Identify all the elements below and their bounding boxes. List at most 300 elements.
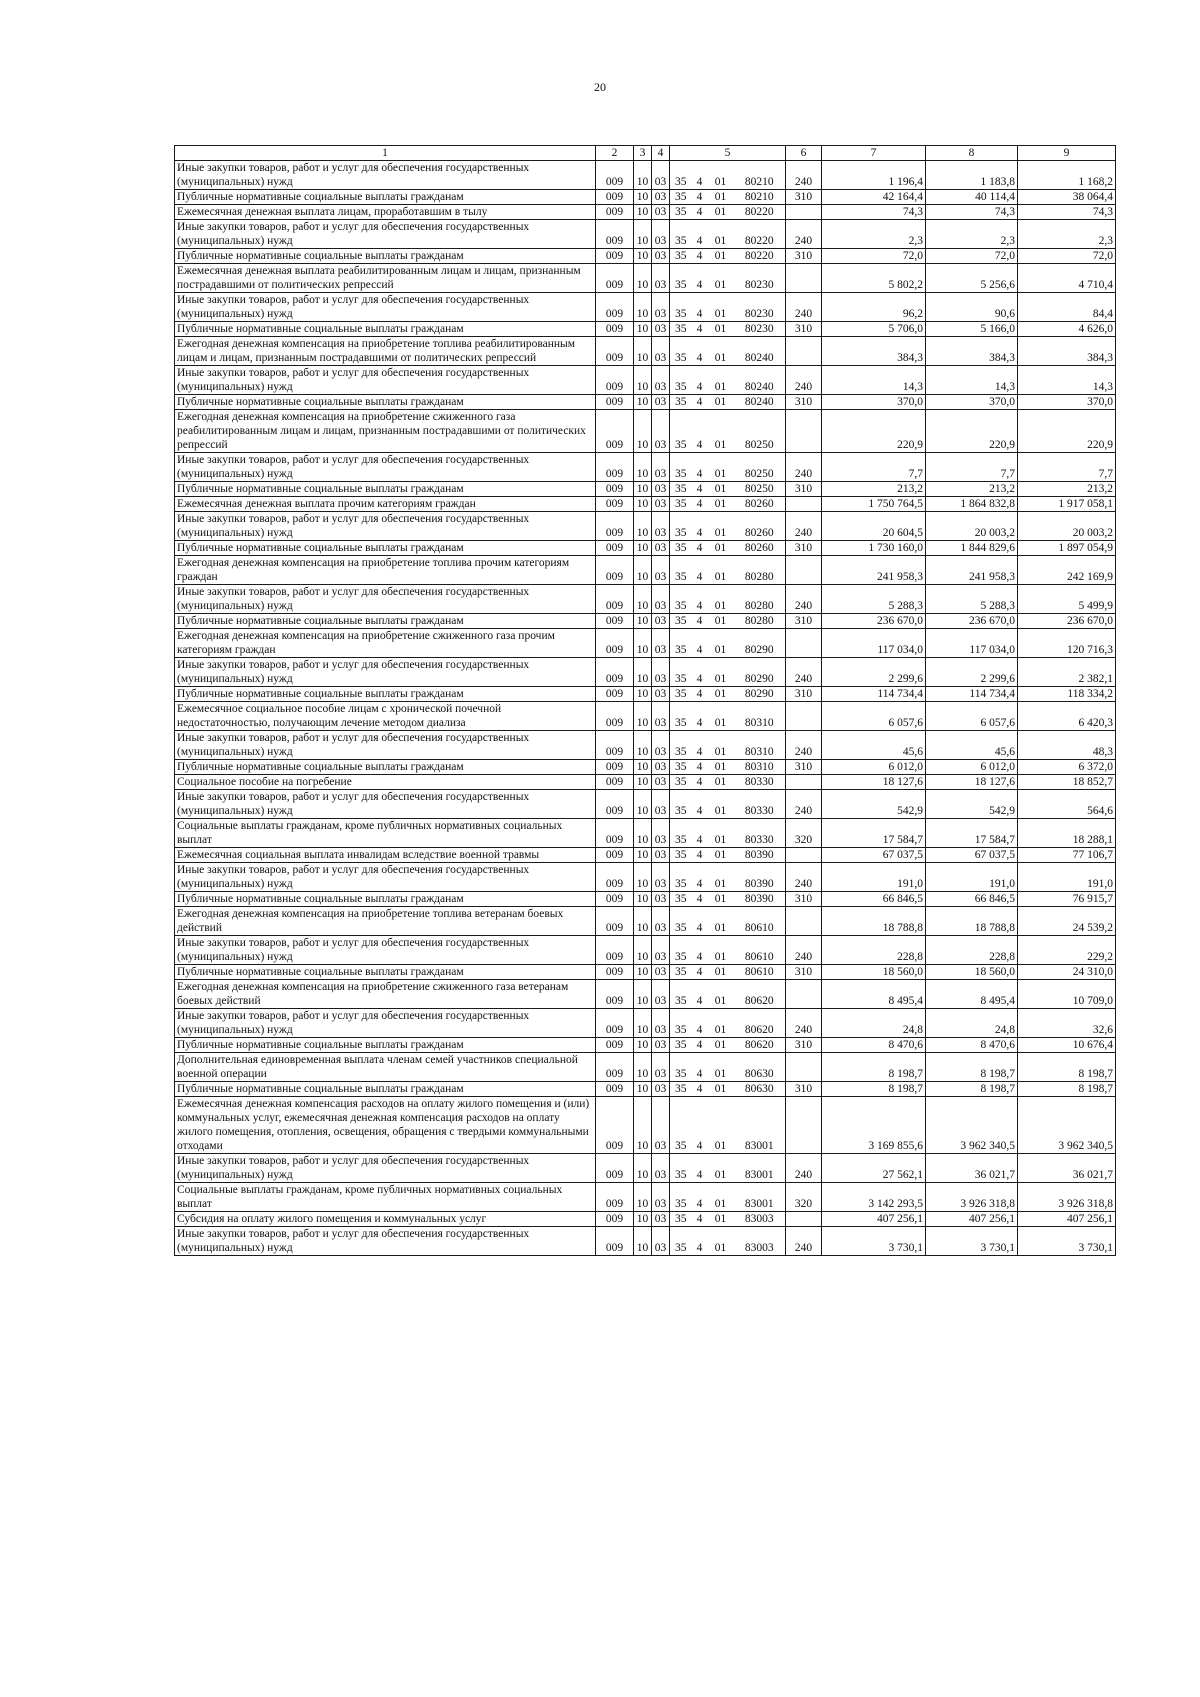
amount-col-8-cell: 40 114,4 — [926, 190, 1018, 205]
target-article-part-2: 4 — [692, 819, 708, 848]
section-code-cell: 10 — [634, 322, 652, 337]
target-article-part-3: 01 — [708, 1082, 734, 1097]
subsection-code-cell: 03 — [652, 497, 670, 512]
ministry-code-cell: 009 — [596, 892, 634, 907]
target-article-part-1: 35 — [670, 1097, 692, 1154]
target-article-part-2: 4 — [692, 482, 708, 497]
target-article-part-1: 35 — [670, 629, 692, 658]
target-article-part-1: 35 — [670, 892, 692, 907]
ministry-code-cell: 009 — [596, 322, 634, 337]
row-name-cell: Ежегодная денежная компенсация на приобретение топлива прочим категориям граждан — [175, 556, 596, 585]
amount-col-7-cell: 45,6 — [822, 731, 926, 760]
ministry-code-cell: 009 — [596, 1183, 634, 1212]
section-code-cell: 10 — [634, 848, 652, 863]
target-article-part-4: 80250 — [734, 482, 786, 497]
ministry-code-cell: 009 — [596, 249, 634, 264]
ministry-code-cell: 009 — [596, 205, 634, 220]
target-article-part-3: 01 — [708, 541, 734, 556]
section-code-cell: 10 — [634, 980, 652, 1009]
ministry-code-cell: 009 — [596, 760, 634, 775]
expense-type-cell — [786, 264, 822, 293]
expense-type-cell: 310 — [786, 395, 822, 410]
ministry-code-cell: 009 — [596, 1009, 634, 1038]
row-name-cell: Ежегодная денежная компенсация на приобретение сжиженного газа ветеранам боевых действий — [175, 980, 596, 1009]
target-article-part-1: 35 — [670, 205, 692, 220]
amount-col-9-cell: 4 710,4 — [1018, 264, 1116, 293]
target-article-part-1: 35 — [670, 482, 692, 497]
ministry-code-cell: 009 — [596, 1154, 634, 1183]
amount-col-7-cell: 5 802,2 — [822, 264, 926, 293]
section-code-cell: 10 — [634, 629, 652, 658]
amount-col-8-cell: 220,9 — [926, 410, 1018, 453]
amount-col-8-cell: 8 495,4 — [926, 980, 1018, 1009]
target-article-part-1: 35 — [670, 220, 692, 249]
header-cell: 9 — [1018, 146, 1116, 161]
header-cell: 3 — [634, 146, 652, 161]
subsection-code-cell: 03 — [652, 249, 670, 264]
table-row — [175, 907, 1116, 936]
ministry-code-cell: 009 — [596, 541, 634, 556]
ministry-code-cell: 009 — [596, 658, 634, 687]
table-row — [175, 1097, 1116, 1154]
target-article-part-3: 01 — [708, 1009, 734, 1038]
amount-col-8-cell: 90,6 — [926, 293, 1018, 322]
amount-col-7-cell: 96,2 — [822, 293, 926, 322]
row-name-cell: Публичные нормативные социальные выплаты гражданам — [175, 482, 596, 497]
expense-type-cell: 310 — [786, 482, 822, 497]
amount-col-7-cell: 24,8 — [822, 1009, 926, 1038]
target-article-part-1: 35 — [670, 1154, 692, 1183]
subsection-code-cell: 03 — [652, 585, 670, 614]
section-code-cell: 10 — [634, 863, 652, 892]
table-row — [175, 220, 1116, 249]
expense-type-cell: 320 — [786, 819, 822, 848]
amount-col-7-cell: 407 256,1 — [822, 1212, 926, 1227]
amount-col-8-cell: 20 003,2 — [926, 512, 1018, 541]
amount-col-7-cell: 384,3 — [822, 337, 926, 366]
ministry-code-cell: 009 — [596, 1212, 634, 1227]
target-article-part-1: 35 — [670, 1053, 692, 1082]
expense-type-cell: 240 — [786, 1227, 822, 1256]
target-article-part-2: 4 — [692, 556, 708, 585]
expense-type-cell: 310 — [786, 892, 822, 907]
row-name-cell: Иные закупки товаров, работ и услуг для обеспечения государственных (муниципальных) нужд — [175, 512, 596, 541]
target-article-part-1: 35 — [670, 337, 692, 366]
target-article-part-2: 4 — [692, 190, 708, 205]
ministry-code-cell: 009 — [596, 790, 634, 819]
subsection-code-cell: 03 — [652, 293, 670, 322]
amount-col-7-cell: 1 196,4 — [822, 161, 926, 190]
subsection-code-cell: 03 — [652, 702, 670, 731]
amount-col-9-cell: 74,3 — [1018, 205, 1116, 220]
target-article-part-1: 35 — [670, 614, 692, 629]
amount-col-8-cell: 241 958,3 — [926, 556, 1018, 585]
amount-col-9-cell: 48,3 — [1018, 731, 1116, 760]
row-name-cell: Иные закупки товаров, работ и услуг для обеспечения государственных (муниципальных) нужд — [175, 1154, 596, 1183]
target-article-part-2: 4 — [692, 410, 708, 453]
target-article-part-3: 01 — [708, 731, 734, 760]
target-article-part-3: 01 — [708, 293, 734, 322]
ministry-code-cell: 009 — [596, 775, 634, 790]
target-article-part-1: 35 — [670, 322, 692, 337]
expense-type-cell — [786, 848, 822, 863]
amount-col-8-cell: 542,9 — [926, 790, 1018, 819]
target-article-part-4: 80220 — [734, 205, 786, 220]
table-row — [175, 965, 1116, 980]
ministry-code-cell: 009 — [596, 337, 634, 366]
expense-type-cell: 240 — [786, 1154, 822, 1183]
header-cell: 1 — [175, 146, 596, 161]
section-code-cell: 10 — [634, 658, 652, 687]
section-code-cell: 10 — [634, 1227, 652, 1256]
target-article-part-3: 01 — [708, 1227, 734, 1256]
table-row — [175, 161, 1116, 190]
table-row — [175, 264, 1116, 293]
target-article-part-4: 80280 — [734, 556, 786, 585]
row-name-cell: Ежегодная денежная компенсация на приобретение сжиженного газа реабилитированным лицам и лицам, признанным пострадавшими от политических репрессий — [175, 410, 596, 453]
target-article-part-4: 80630 — [734, 1053, 786, 1082]
amount-col-9-cell: 213,2 — [1018, 482, 1116, 497]
header-cell: 4 — [652, 146, 670, 161]
target-article-part-4: 83001 — [734, 1154, 786, 1183]
subsection-code-cell: 03 — [652, 556, 670, 585]
target-article-part-4: 80330 — [734, 775, 786, 790]
section-code-cell: 10 — [634, 395, 652, 410]
table-row — [175, 497, 1116, 512]
amount-col-9-cell: 38 064,4 — [1018, 190, 1116, 205]
table-row — [175, 614, 1116, 629]
row-name-cell: Иные закупки товаров, работ и услуг для обеспечения государственных (муниципальных) нужд — [175, 658, 596, 687]
amount-col-7-cell: 3 730,1 — [822, 1227, 926, 1256]
amount-col-8-cell: 66 846,5 — [926, 892, 1018, 907]
subsection-code-cell: 03 — [652, 410, 670, 453]
ministry-code-cell: 009 — [596, 819, 634, 848]
expense-type-cell — [786, 205, 822, 220]
row-name-cell: Публичные нормативные социальные выплаты гражданам — [175, 892, 596, 907]
subsection-code-cell: 03 — [652, 614, 670, 629]
target-article-part-3: 01 — [708, 848, 734, 863]
subsection-code-cell: 03 — [652, 760, 670, 775]
target-article-part-2: 4 — [692, 220, 708, 249]
target-article-part-3: 01 — [708, 264, 734, 293]
amount-col-8-cell: 1 844 829,6 — [926, 541, 1018, 556]
row-name-cell: Ежемесячная денежная выплата лицам, проработавшим в тылу — [175, 205, 596, 220]
target-article-part-4: 80390 — [734, 863, 786, 892]
section-code-cell: 10 — [634, 614, 652, 629]
expense-type-cell — [786, 980, 822, 1009]
table-row — [175, 395, 1116, 410]
section-code-cell: 10 — [634, 556, 652, 585]
subsection-code-cell: 03 — [652, 819, 670, 848]
row-name-cell: Публичные нормативные социальные выплаты гражданам — [175, 965, 596, 980]
ministry-code-cell: 009 — [596, 264, 634, 293]
target-article-part-4: 80280 — [734, 585, 786, 614]
target-article-part-4: 80220 — [734, 220, 786, 249]
amount-col-8-cell: 8 470,6 — [926, 1038, 1018, 1053]
target-article-part-4: 80330 — [734, 790, 786, 819]
amount-col-8-cell: 3 962 340,5 — [926, 1097, 1018, 1154]
target-article-part-4: 80210 — [734, 190, 786, 205]
ministry-code-cell: 009 — [596, 512, 634, 541]
section-code-cell: 10 — [634, 819, 652, 848]
expense-type-cell: 310 — [786, 760, 822, 775]
amount-col-8-cell: 5 288,3 — [926, 585, 1018, 614]
subsection-code-cell: 03 — [652, 482, 670, 497]
table-row — [175, 1212, 1116, 1227]
row-name-cell: Публичные нормативные социальные выплаты гражданам — [175, 249, 596, 264]
row-name-cell: Ежемесячная денежная выплата реабилитированным лицам и лицам, признанным пострадавшими от политических репрессий — [175, 264, 596, 293]
subsection-code-cell: 03 — [652, 395, 670, 410]
amount-col-7-cell: 114 734,4 — [822, 687, 926, 702]
target-article-part-1: 35 — [670, 264, 692, 293]
amount-col-9-cell: 1 168,2 — [1018, 161, 1116, 190]
target-article-part-3: 01 — [708, 220, 734, 249]
table-row — [175, 293, 1116, 322]
target-article-part-2: 4 — [692, 337, 708, 366]
table-row — [175, 1082, 1116, 1097]
amount-col-8-cell: 117 034,0 — [926, 629, 1018, 658]
amount-col-8-cell: 236 670,0 — [926, 614, 1018, 629]
expense-type-cell — [786, 702, 822, 731]
table-row — [175, 190, 1116, 205]
amount-col-7-cell: 74,3 — [822, 205, 926, 220]
subsection-code-cell: 03 — [652, 1053, 670, 1082]
subsection-code-cell: 03 — [652, 863, 670, 892]
row-name-cell: Социальное пособие на погребение — [175, 775, 596, 790]
expense-type-cell: 310 — [786, 322, 822, 337]
amount-col-7-cell: 241 958,3 — [822, 556, 926, 585]
target-article-part-4: 83003 — [734, 1212, 786, 1227]
ministry-code-cell: 009 — [596, 366, 634, 395]
amount-col-9-cell: 3 962 340,5 — [1018, 1097, 1116, 1154]
target-article-part-2: 4 — [692, 395, 708, 410]
target-article-part-4: 80330 — [734, 819, 786, 848]
target-article-part-1: 35 — [670, 410, 692, 453]
target-article-part-4: 80290 — [734, 629, 786, 658]
target-article-part-3: 01 — [708, 936, 734, 965]
target-article-part-2: 4 — [692, 790, 708, 819]
amount-col-7-cell: 8 198,7 — [822, 1082, 926, 1097]
row-name-cell: Публичные нормативные социальные выплаты гражданам — [175, 1082, 596, 1097]
amount-col-7-cell: 6 057,6 — [822, 702, 926, 731]
row-name-cell: Публичные нормативные социальные выплаты гражданам — [175, 1038, 596, 1053]
target-article-part-4: 80620 — [734, 980, 786, 1009]
row-name-cell: Ежемесячная социальная выплата инвалидам вследствие военной травмы — [175, 848, 596, 863]
target-article-part-1: 35 — [670, 249, 692, 264]
subsection-code-cell: 03 — [652, 1082, 670, 1097]
subsection-code-cell: 03 — [652, 512, 670, 541]
target-article-part-3: 01 — [708, 512, 734, 541]
expense-type-cell: 310 — [786, 687, 822, 702]
target-article-part-4: 80260 — [734, 512, 786, 541]
amount-col-9-cell: 1 917 058,1 — [1018, 497, 1116, 512]
target-article-part-4: 80290 — [734, 687, 786, 702]
expense-type-cell: 310 — [786, 1082, 822, 1097]
subsection-code-cell: 03 — [652, 980, 670, 1009]
row-name-cell: Иные закупки товаров, работ и услуг для обеспечения государственных (муниципальных) нужд — [175, 731, 596, 760]
target-article-part-1: 35 — [670, 702, 692, 731]
expense-type-cell: 240 — [786, 585, 822, 614]
row-name-cell: Публичные нормативные социальные выплаты гражданам — [175, 760, 596, 775]
target-article-part-4: 80620 — [734, 1038, 786, 1053]
amount-col-7-cell: 6 012,0 — [822, 760, 926, 775]
amount-col-7-cell: 17 584,7 — [822, 819, 926, 848]
table-row — [175, 1154, 1116, 1183]
target-article-part-2: 4 — [692, 1082, 708, 1097]
section-code-cell: 10 — [634, 1009, 652, 1038]
section-code-cell: 10 — [634, 907, 652, 936]
header-cell: 8 — [926, 146, 1018, 161]
target-article-part-4: 80220 — [734, 249, 786, 264]
section-code-cell: 10 — [634, 482, 652, 497]
target-article-part-4: 80310 — [734, 702, 786, 731]
amount-col-7-cell: 3 142 293,5 — [822, 1183, 926, 1212]
expense-type-cell — [786, 410, 822, 453]
subsection-code-cell: 03 — [652, 1183, 670, 1212]
expense-type-cell: 240 — [786, 731, 822, 760]
target-article-part-4: 83001 — [734, 1097, 786, 1154]
amount-col-8-cell: 5 256,6 — [926, 264, 1018, 293]
target-article-part-2: 4 — [692, 629, 708, 658]
target-article-part-4: 80230 — [734, 293, 786, 322]
target-article-part-2: 4 — [692, 205, 708, 220]
target-article-part-2: 4 — [692, 936, 708, 965]
target-article-part-2: 4 — [692, 1212, 708, 1227]
target-article-part-3: 01 — [708, 775, 734, 790]
amount-col-9-cell: 118 334,2 — [1018, 687, 1116, 702]
target-article-part-4: 80250 — [734, 410, 786, 453]
target-article-part-3: 01 — [708, 453, 734, 482]
amount-col-8-cell: 2,3 — [926, 220, 1018, 249]
ministry-code-cell: 009 — [596, 980, 634, 1009]
ministry-code-cell: 009 — [596, 687, 634, 702]
target-article-part-4: 80290 — [734, 658, 786, 687]
amount-col-9-cell: 229,2 — [1018, 936, 1116, 965]
subsection-code-cell: 03 — [652, 629, 670, 658]
amount-col-9-cell: 18 288,1 — [1018, 819, 1116, 848]
amount-col-7-cell: 5 706,0 — [822, 322, 926, 337]
amount-col-9-cell: 384,3 — [1018, 337, 1116, 366]
ministry-code-cell: 009 — [596, 556, 634, 585]
expense-type-cell: 240 — [786, 1009, 822, 1038]
expense-type-cell — [786, 907, 822, 936]
target-article-part-2: 4 — [692, 980, 708, 1009]
target-article-part-3: 01 — [708, 702, 734, 731]
target-article-part-3: 01 — [708, 907, 734, 936]
section-code-cell: 10 — [634, 1082, 652, 1097]
expense-type-cell: 310 — [786, 190, 822, 205]
expense-type-cell — [786, 1053, 822, 1082]
expense-type-cell: 240 — [786, 790, 822, 819]
amount-col-7-cell: 220,9 — [822, 410, 926, 453]
row-name-cell: Иные закупки товаров, работ и услуг для обеспечения государственных (муниципальных) нужд — [175, 790, 596, 819]
target-article-part-1: 35 — [670, 790, 692, 819]
amount-col-9-cell: 4 626,0 — [1018, 322, 1116, 337]
target-article-part-2: 4 — [692, 1154, 708, 1183]
amount-col-8-cell: 6 057,6 — [926, 702, 1018, 731]
table-row — [175, 629, 1116, 658]
amount-col-8-cell: 228,8 — [926, 936, 1018, 965]
target-article-part-1: 35 — [670, 293, 692, 322]
expense-type-cell: 240 — [786, 220, 822, 249]
table-row — [175, 658, 1116, 687]
expense-type-cell — [786, 1212, 822, 1227]
amount-col-9-cell: 76 915,7 — [1018, 892, 1116, 907]
target-article-part-1: 35 — [670, 775, 692, 790]
amount-col-7-cell: 7,7 — [822, 453, 926, 482]
table-row — [175, 892, 1116, 907]
amount-col-9-cell: 10 676,4 — [1018, 1038, 1116, 1053]
row-name-cell: Публичные нормативные социальные выплаты гражданам — [175, 541, 596, 556]
amount-col-7-cell: 370,0 — [822, 395, 926, 410]
amount-col-8-cell: 18 127,6 — [926, 775, 1018, 790]
subsection-code-cell: 03 — [652, 892, 670, 907]
subsection-code-cell: 03 — [652, 965, 670, 980]
target-article-part-3: 01 — [708, 819, 734, 848]
amount-col-8-cell: 7,7 — [926, 453, 1018, 482]
target-article-part-2: 4 — [692, 863, 708, 892]
table-row — [175, 249, 1116, 264]
table-row — [175, 863, 1116, 892]
amount-col-7-cell: 5 288,3 — [822, 585, 926, 614]
section-code-cell: 10 — [634, 1212, 652, 1227]
amount-col-8-cell: 45,6 — [926, 731, 1018, 760]
target-article-part-2: 4 — [692, 264, 708, 293]
target-article-part-1: 35 — [670, 965, 692, 980]
target-article-part-3: 01 — [708, 790, 734, 819]
target-article-part-4: 80390 — [734, 848, 786, 863]
subsection-code-cell: 03 — [652, 453, 670, 482]
target-article-part-4: 80390 — [734, 892, 786, 907]
amount-col-7-cell: 1 750 764,5 — [822, 497, 926, 512]
table-row — [175, 936, 1116, 965]
ministry-code-cell: 009 — [596, 453, 634, 482]
amount-col-7-cell: 42 164,4 — [822, 190, 926, 205]
row-name-cell: Иные закупки товаров, работ и услуг для обеспечения государственных (муниципальных) нужд — [175, 453, 596, 482]
amount-col-8-cell: 8 198,7 — [926, 1053, 1018, 1082]
header-cell: 2 — [596, 146, 634, 161]
target-article-part-2: 4 — [692, 892, 708, 907]
row-name-cell: Иные закупки товаров, работ и услуг для обеспечения государственных (муниципальных) нужд — [175, 161, 596, 190]
amount-col-9-cell: 220,9 — [1018, 410, 1116, 453]
amount-col-8-cell: 24,8 — [926, 1009, 1018, 1038]
target-article-part-3: 01 — [708, 1038, 734, 1053]
section-code-cell: 10 — [634, 453, 652, 482]
amount-col-8-cell: 370,0 — [926, 395, 1018, 410]
target-article-part-4: 80260 — [734, 541, 786, 556]
target-article-part-3: 01 — [708, 322, 734, 337]
section-code-cell: 10 — [634, 410, 652, 453]
section-code-cell: 10 — [634, 731, 652, 760]
target-article-part-2: 4 — [692, 293, 708, 322]
target-article-part-1: 35 — [670, 453, 692, 482]
amount-col-9-cell: 5 499,9 — [1018, 585, 1116, 614]
section-code-cell: 10 — [634, 1038, 652, 1053]
row-name-cell: Ежемесячная денежная выплата прочим категориям граждан — [175, 497, 596, 512]
header-cell: 6 — [786, 146, 822, 161]
ministry-code-cell: 009 — [596, 585, 634, 614]
ministry-code-cell: 009 — [596, 293, 634, 322]
ministry-code-cell: 009 — [596, 482, 634, 497]
target-article-part-4: 80230 — [734, 322, 786, 337]
target-article-part-3: 01 — [708, 1212, 734, 1227]
table-body — [175, 161, 1116, 1256]
amount-col-8-cell: 18 560,0 — [926, 965, 1018, 980]
row-name-cell: Ежегодная денежная компенсация на приобретение топлива ветеранам боевых действий — [175, 907, 596, 936]
table-row — [175, 410, 1116, 453]
target-article-part-3: 01 — [708, 1053, 734, 1082]
amount-col-9-cell: 242 169,9 — [1018, 556, 1116, 585]
